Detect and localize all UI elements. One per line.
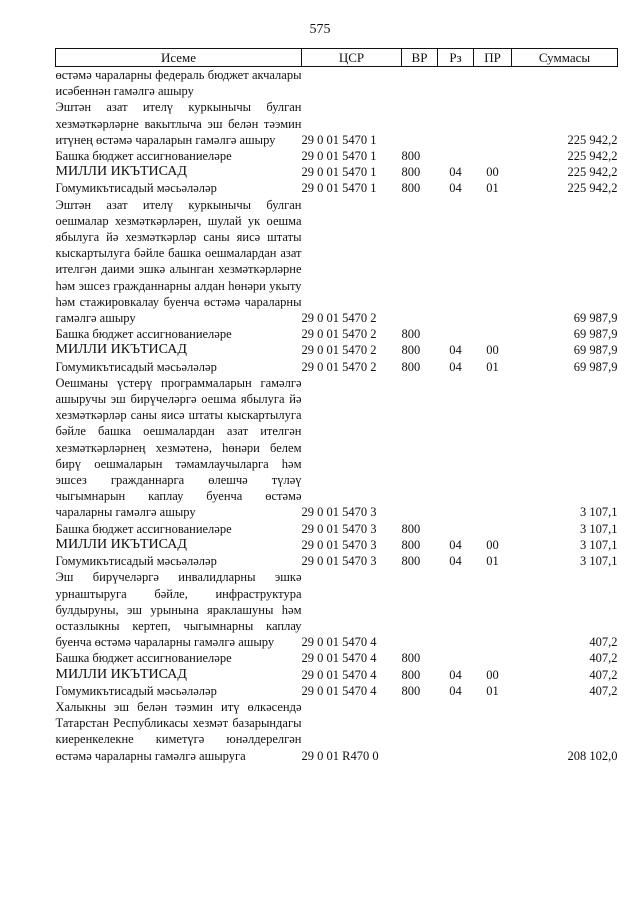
cell-csr: 29 0 01 5470 1 [301, 132, 377, 147]
cell-name [56, 569, 302, 650]
cell-name [56, 148, 302, 164]
cell-rz [438, 569, 474, 650]
cell-sum: 225 942,2 [567, 165, 618, 180]
cell-csr: 29 0 01 5470 2 [301, 359, 377, 374]
cell-sum: 407,2 [589, 635, 618, 650]
page-number: 575 [309, 22, 331, 37]
cell-csr: 29 0 01 R470 0 [301, 748, 379, 763]
cell-rz [438, 650, 474, 666]
table-row [56, 359, 618, 375]
cell-name [56, 699, 302, 764]
row-name: Эштән азат ителү куркынычы булган хезмәткәрләрне вакытлыча эш белән тәэмин итүнең өстәмә чараларын гамәлгә ашыру [55, 100, 302, 147]
cell-vr [402, 569, 438, 650]
cell-name [56, 521, 302, 537]
table-row [56, 342, 618, 358]
cell-sum: 3 107,1 [580, 505, 618, 520]
table-row [56, 699, 618, 764]
cell-pr [474, 67, 512, 100]
cell-sum: 407,2 [589, 667, 618, 682]
table-row [56, 537, 618, 553]
cell-csr: 29 0 01 5470 4 [301, 683, 377, 698]
cell-rz: 04 [449, 683, 462, 698]
header-vr: ВР [402, 49, 438, 67]
header-rz: Рз [438, 49, 474, 67]
cell-csr: 29 0 01 5470 4 [301, 635, 377, 650]
cell-name [56, 359, 302, 375]
cell-rz [438, 197, 474, 327]
row-name: МИЛЛИ ИКЪТИСАД [55, 164, 187, 180]
cell-sum: 69 987,9 [573, 359, 618, 374]
cell-sum: 225 942,2 [567, 149, 618, 164]
cell-sum: 225 942,2 [567, 181, 618, 196]
cell-csr: 29 0 01 5470 4 [301, 651, 377, 666]
cell-name [56, 99, 302, 148]
cell-csr: 29 0 01 5470 3 [301, 505, 377, 520]
row-name: өстәмә чараларны федераль бюджет акчалары исәбеннән гамәлгә ашыру [55, 68, 302, 99]
table-row [56, 326, 618, 342]
cell-sum: 225 942,2 [567, 132, 618, 147]
cell-vr [402, 699, 438, 764]
cell-vr [402, 67, 438, 100]
table-row [56, 197, 618, 327]
cell-name [56, 375, 302, 521]
cell-rz: 04 [449, 343, 462, 358]
cell-name [56, 180, 302, 196]
table-row [56, 164, 618, 180]
cell-rz [438, 67, 474, 100]
cell-rz [438, 326, 474, 342]
header-sum: Суммасы [512, 49, 618, 67]
cell-vr: 800 [401, 554, 421, 569]
cell-vr: 800 [401, 359, 421, 374]
cell-rz: 04 [449, 359, 462, 374]
cell-sum: 3 107,1 [580, 521, 618, 536]
cell-pr [474, 521, 512, 537]
cell-vr: 800 [401, 343, 421, 358]
row-name: Халыкны эш белән тәэмин итү өлкәсендә Татарстан Республикасы хезмәт базарындагы киеренкелекне киметүгә юнәлдерелгән өстәмә чараларны гамәлгә ашыруга [55, 699, 302, 763]
table-body [56, 67, 618, 764]
cell-name [56, 326, 302, 342]
row-name: Гомумикътисадый мәсьәләләр [55, 359, 217, 374]
row-name: МИЛЛИ ИКЪТИСАД [55, 666, 187, 682]
cell-name [56, 667, 302, 683]
cell-vr: 800 [401, 651, 421, 666]
table-row [56, 553, 618, 569]
row-name: МИЛЛИ ИКЪТИСАД [55, 342, 187, 358]
cell-pr [474, 99, 512, 148]
cell-rz: 04 [449, 554, 462, 569]
cell-sum: 208 102,0 [567, 748, 618, 763]
row-name: Башка бюджет ассигнованиеләре [55, 651, 232, 666]
header-pr: ПР [474, 49, 512, 67]
header-name: Исеме [56, 49, 302, 67]
cell-csr [302, 67, 402, 100]
table-row [56, 375, 618, 521]
table-row [56, 99, 618, 148]
table-row [56, 67, 618, 100]
cell-rz [438, 521, 474, 537]
cell-csr: 29 0 01 5470 2 [301, 327, 377, 342]
cell-sum: 69 987,9 [573, 327, 618, 342]
cell-vr: 800 [401, 667, 421, 682]
cell-vr: 800 [401, 165, 421, 180]
row-name: Башка бюджет ассигнованиеләре [55, 521, 232, 536]
cell-vr: 800 [401, 537, 421, 552]
cell-rz [438, 148, 474, 164]
table-row [56, 569, 618, 650]
cell-pr [474, 197, 512, 327]
cell-name [56, 197, 302, 327]
cell-name [56, 553, 302, 569]
cell-pr: 01 [486, 683, 499, 698]
cell-vr [402, 197, 438, 327]
cell-rz [438, 99, 474, 148]
cell-sum: 407,2 [589, 651, 618, 666]
cell-vr: 800 [401, 683, 421, 698]
row-name: Гомумикътисадый мәсьәләләр [55, 683, 217, 698]
cell-pr [474, 375, 512, 521]
cell-name [56, 164, 302, 180]
cell-vr [402, 99, 438, 148]
cell-pr [474, 650, 512, 666]
cell-sum: 3 107,1 [580, 537, 618, 552]
cell-vr [402, 375, 438, 521]
cell-csr: 29 0 01 5470 3 [301, 521, 377, 536]
cell-sum: 69 987,9 [573, 311, 618, 326]
cell-rz [438, 375, 474, 521]
budget-table [55, 48, 618, 764]
cell-csr: 29 0 01 5470 4 [301, 667, 377, 682]
cell-sum: 3 107,1 [580, 554, 618, 569]
cell-pr: 00 [486, 537, 499, 552]
cell-pr: 00 [486, 667, 499, 682]
cell-rz: 04 [449, 667, 462, 682]
cell-name [56, 342, 302, 358]
cell-csr: 29 0 01 5470 2 [301, 343, 377, 358]
table-header-row [56, 49, 618, 67]
row-name: МИЛЛИ ИКЪТИСАД [55, 536, 187, 552]
cell-rz: 04 [449, 537, 462, 552]
cell-pr [474, 148, 512, 164]
cell-name [56, 650, 302, 666]
table-row [56, 180, 618, 196]
cell-pr [474, 569, 512, 650]
cell-vr: 800 [401, 181, 421, 196]
row-name: Башка бюджет ассигнованиеләре [55, 327, 232, 342]
table-row [56, 521, 618, 537]
cell-name [56, 67, 302, 100]
cell-pr [474, 699, 512, 764]
cell-csr: 29 0 01 5470 2 [301, 311, 377, 326]
table-row [56, 667, 618, 683]
table-row [56, 650, 618, 666]
table-row [56, 683, 618, 699]
cell-csr: 29 0 01 5470 1 [301, 165, 377, 180]
cell-name [56, 537, 302, 553]
cell-vr: 800 [401, 327, 421, 342]
cell-vr: 800 [401, 521, 421, 536]
cell-pr: 01 [486, 181, 499, 196]
row-name: Гомумикътисадый мәсьәләләр [55, 554, 217, 569]
cell-sum [512, 67, 618, 100]
cell-pr: 00 [486, 343, 499, 358]
cell-csr: 29 0 01 5470 1 [301, 149, 377, 164]
table-row [56, 148, 618, 164]
cell-rz: 04 [449, 165, 462, 180]
row-name: Башка бюджет ассигнованиеләре [55, 149, 232, 164]
cell-csr: 29 0 01 5470 3 [301, 554, 377, 569]
row-name: Гомумикътисадый мәсьәләләр [55, 181, 217, 196]
cell-rz [438, 699, 474, 764]
cell-pr [474, 326, 512, 342]
header-csr: ЦСР [302, 49, 402, 67]
row-name: Эштән азат ителү куркынычы булган оешмалар хезмәткәрләрен, шулай ук оешма ябылуга йә хезмәткәрләр саны яисә штаты кыскартылуга бәйле башка оешмалардан азат ителгән даими эшкә алынган хезмәткәрләрне һәм эшсез гражданнарны алдан һөнәри укыту һәм стажировкалау буенча өстәмә чараларны гамәлгә ашыру [55, 197, 302, 326]
cell-rz: 04 [449, 181, 462, 196]
cell-vr: 800 [401, 149, 421, 164]
cell-pr: 00 [486, 165, 499, 180]
cell-pr: 01 [486, 359, 499, 374]
cell-name [56, 683, 302, 699]
row-name: Оешманы үстерү программаларын гамәлгә ашыручы эш бирүчеләргә оешма ябылуга йә хезмәткәрләр саны яисә штаты кыскартылуга бәйле башка оешмалардан азат ителгән хезмәткәрләрнең хезмәтенә, һөнәри белем бирү оешмаларын тәмамлаучыларга һәм эшсез гражданнарга өлешчә түләү чыгымнарын каплау буенча өстәмә чараларны гамәлгә ашыру [55, 375, 302, 520]
cell-pr: 01 [486, 554, 499, 569]
cell-sum: 407,2 [589, 683, 618, 698]
cell-csr: 29 0 01 5470 1 [301, 181, 377, 196]
cell-csr: 29 0 01 5470 3 [301, 537, 377, 552]
cell-sum: 69 987,9 [573, 343, 618, 358]
row-name: Эш бирүчеләргә инвалидларны эшкә урнаштыруга бәйле, инфраструктура булдыруны, эш урынына яраклашуны һәм остазлыкны кертеп, чыгымнарны каплау буенча өстәмә чараларны гамәлгә ашыру [55, 570, 302, 650]
